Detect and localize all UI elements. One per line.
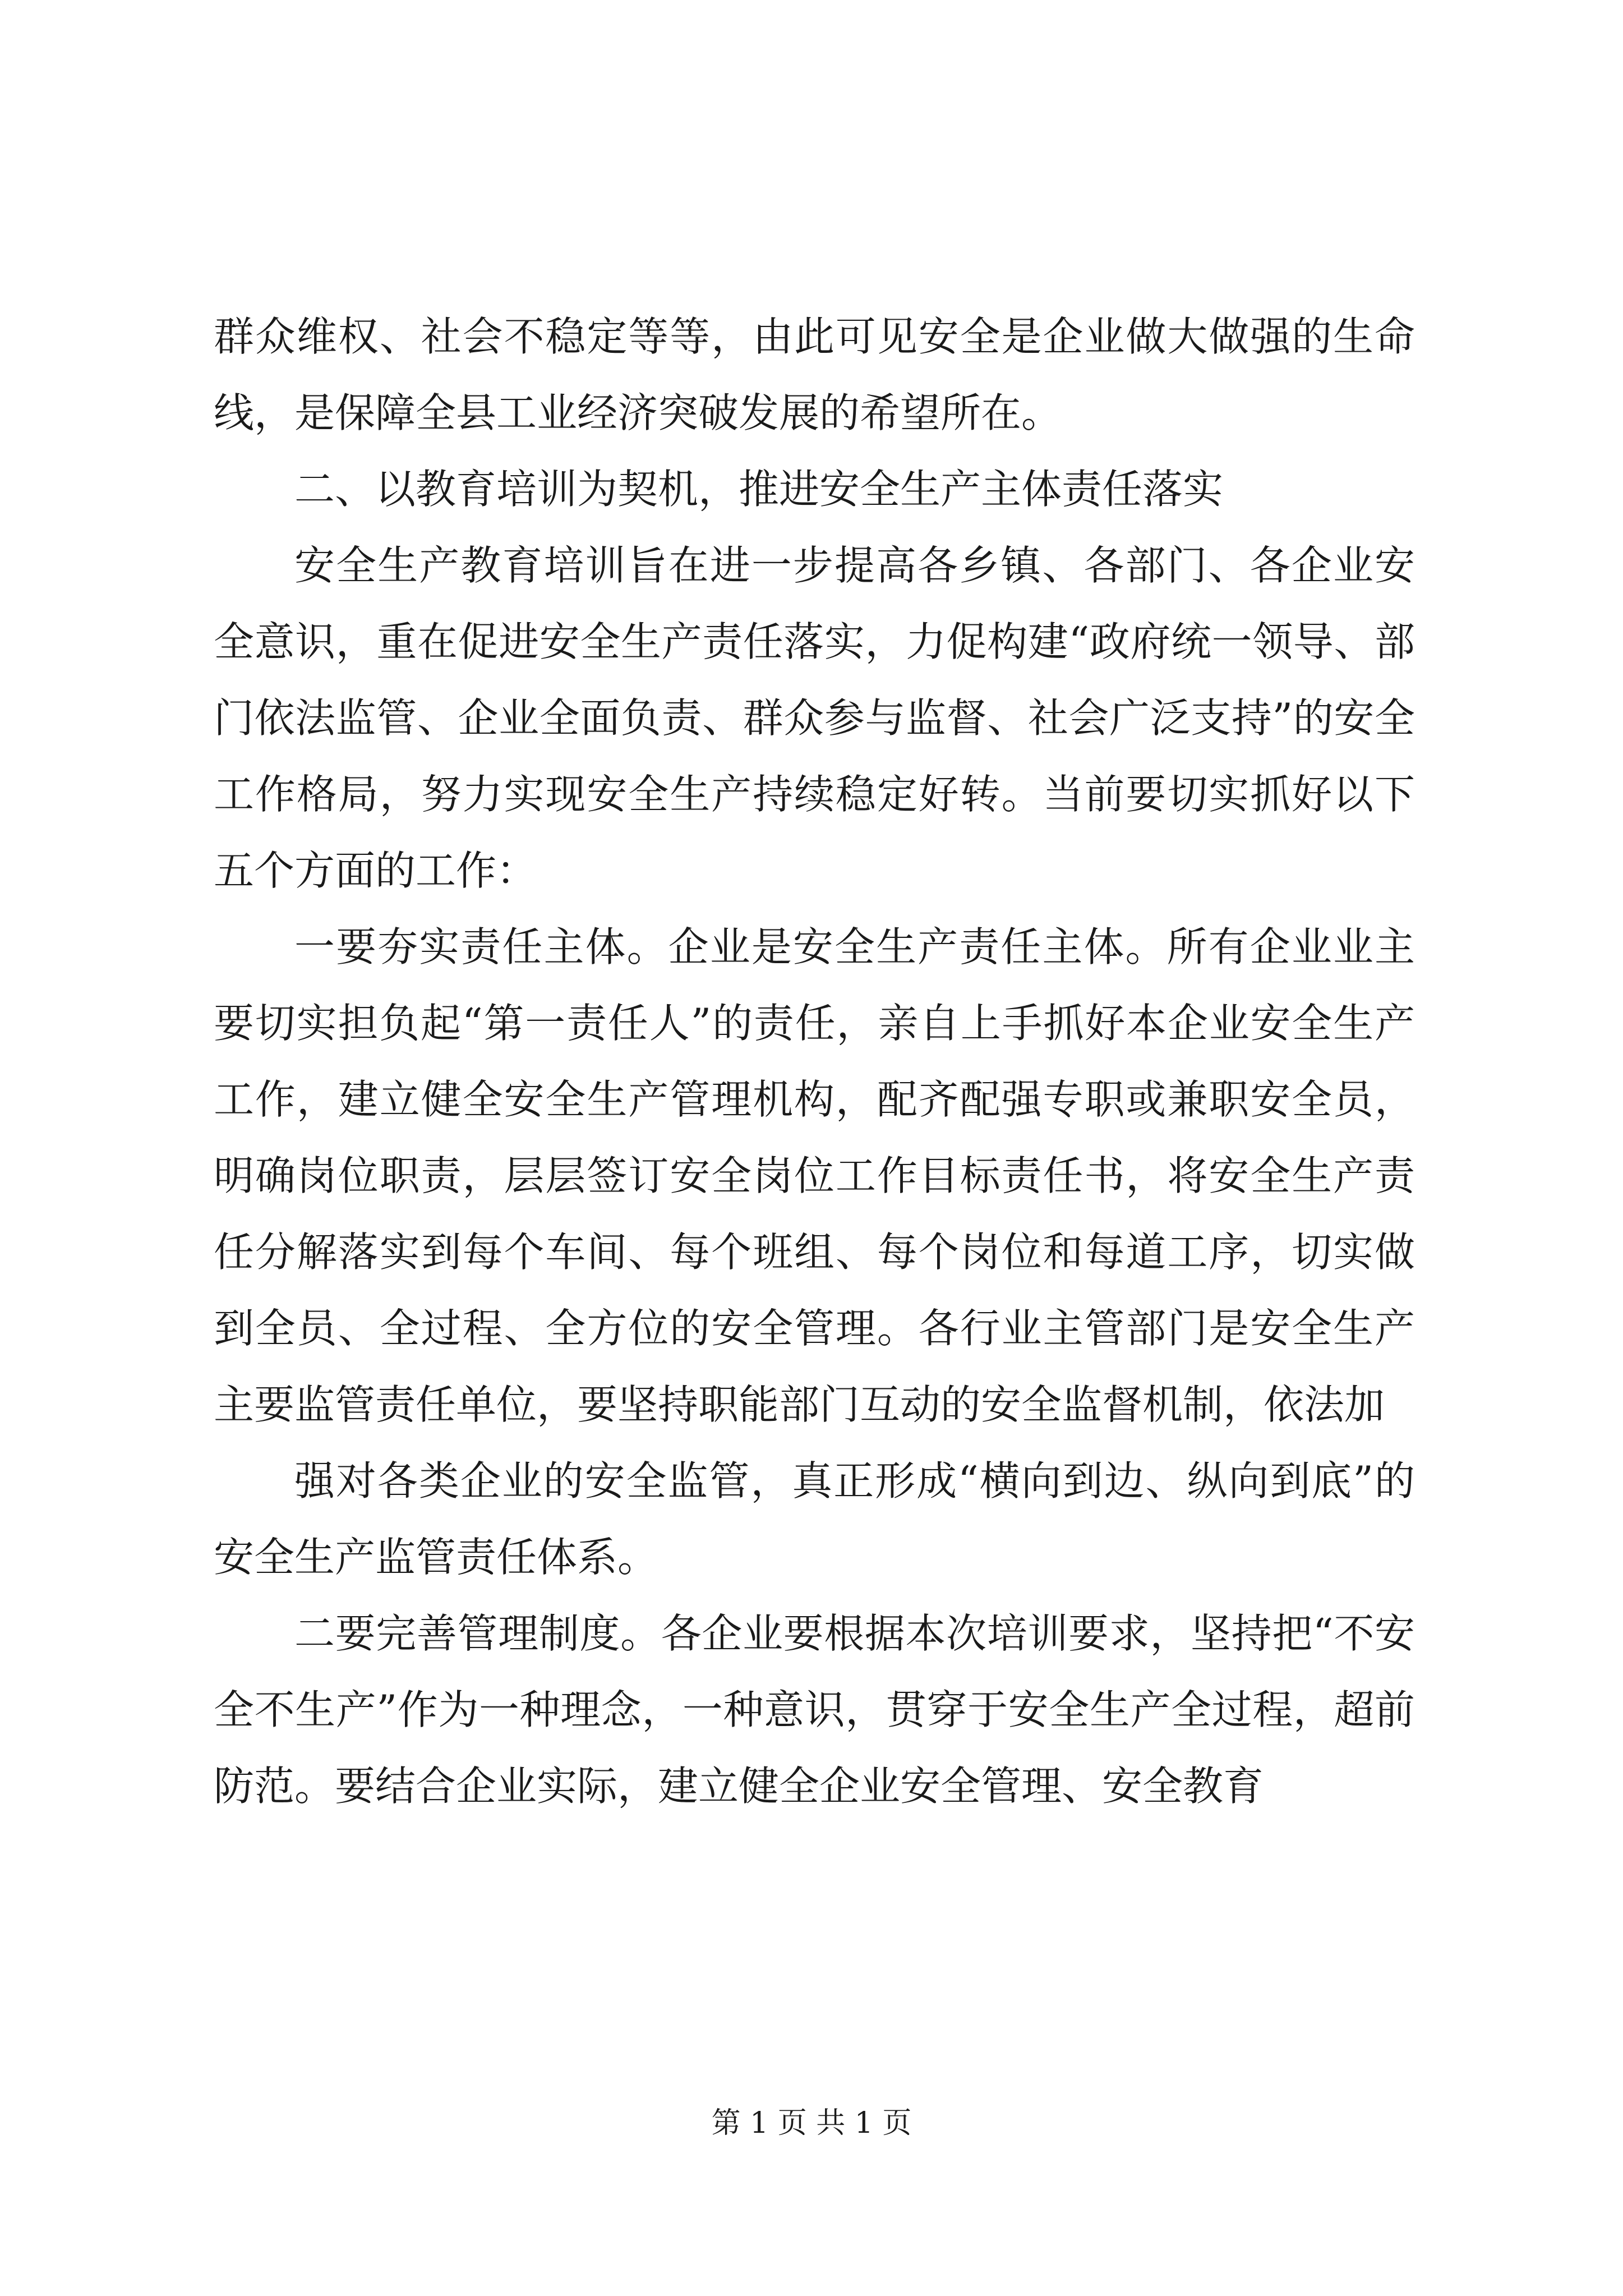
paragraph: 一要夯实责任主体。企业是安全生产责任主体。所有企业业主要切实担负起“第一责任人”的责任，亲自上手抓好本企业安全生产工作，建立健全安全生产管理机构，配齐配强专职或兼职安全员，明确岗位职责，层层签订安全岗位工作目标责任书，将安全生产责任分解落实到每个车间、每个班组、每个岗位和每道工序，切实做到全员、全过程、全方位的安全管理。各行业主管部门是安全生产主要监管责任单位，要坚持职能部门互动的安全监督机制，依法加 — [214, 923, 1415, 1428]
document-body — [214, 298, 1415, 1824]
paragraph: 强对各类企业的安全监管，真正形成“横向到边、纵向到底”的安全生产监管责任体系。 — [214, 1457, 1415, 1581]
paragraph: 二要完善管理制度。各企业要根据本次培训要求，坚持把“不安全不生产”作为一种理念，一种意识，贯穿于安全生产全过程，超前防范。要结合企业实际，建立健全企业安全管理、安全教育 — [214, 1610, 1415, 1810]
page-footer: 第 1 页 共 1 页 — [711, 2106, 912, 2140]
section-heading: 二、以教育培训为契机，推进安全生产主体责任落实 — [294, 466, 1224, 513]
paragraph-continuation: 群众维权、社会不稳定等等，由此可见安全是企业做大做强的生命线，是保障全县工业经济突破发展的希望所在。 — [214, 313, 1415, 436]
paragraph: 安全生产教育培训旨在进一步提高各乡镇、各部门、各企业安全意识，重在促进安全生产责任落实，力促构建“政府统一领导、部门依法监管、企业全面负责、群众参与监督、社会广泛支持”的安全工作格局，努力实现安全生产持续稳定好转。当前要切实抓好以下五个方面的工作： — [214, 542, 1415, 894]
